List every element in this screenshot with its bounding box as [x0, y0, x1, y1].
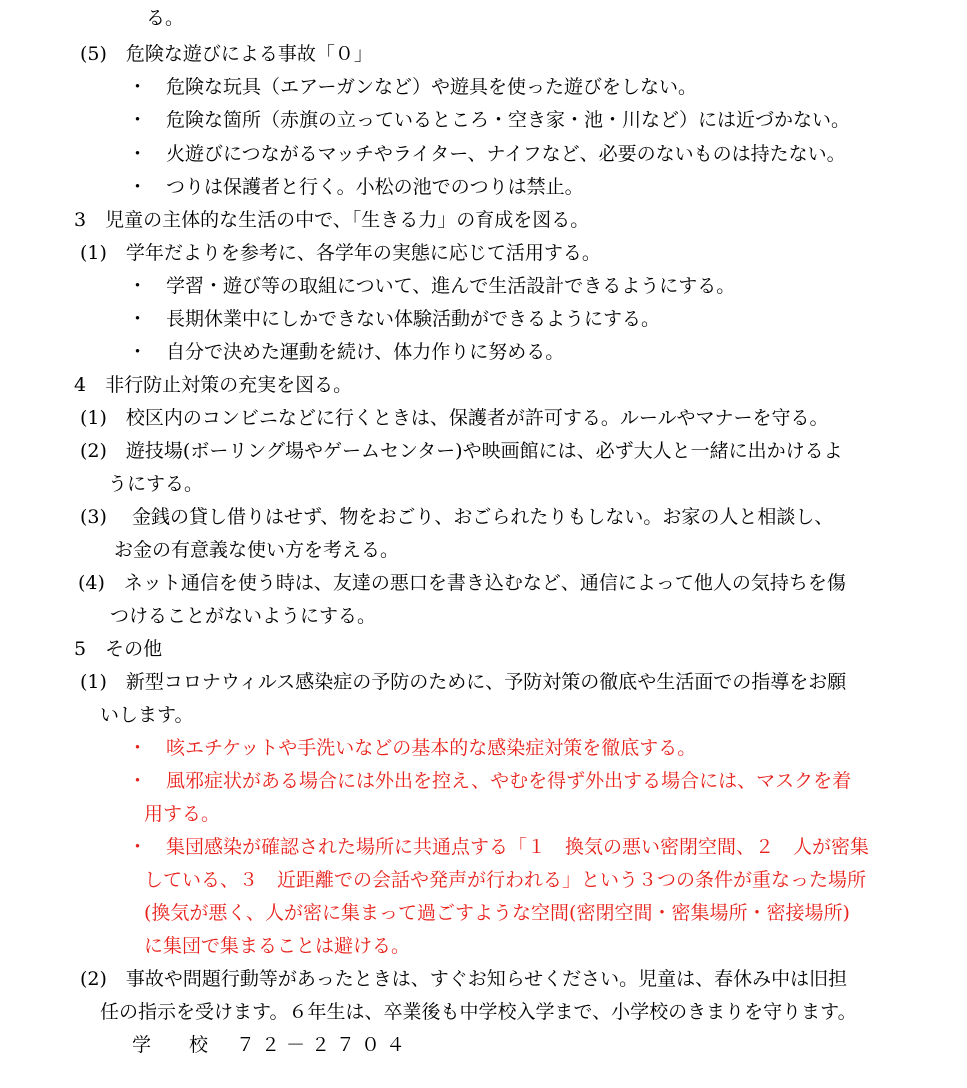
text-line-14: うにする。 — [108, 473, 204, 495]
text-line-16: お金の有意義な使い方を考える。 — [114, 539, 400, 561]
text-line-3: ・ 危険な箇所（赤旗の立っているところ・空き家・池・川など）には近づかない。 — [128, 109, 851, 131]
school-phone-line — [132, 1033, 411, 1057]
text-line-1: (5) 危険な遊びによる事故「０」 — [80, 43, 373, 65]
text-line-26: している、３ 近距離での会話や発声が行われる」という３つの条件が重なった場所 — [144, 869, 867, 891]
text-line-28: に集団で集まることは避ける。 — [144, 935, 411, 957]
text-line-18: つけることがないようにする。 — [110, 605, 377, 627]
text-line-4: ・ 火遊びにつながるマッチやライター、ナイフなど、必要のないものは持たない。 — [128, 143, 846, 165]
text-line-19: 5 その他 — [74, 638, 163, 660]
text-line-7: (1) 学年だよりを参考に、各学年の実態に応じて活用する。 — [80, 242, 601, 264]
text-line-2: ・ 危険な玩具（エアーガンなど）や遊具を使った遊びをしない。 — [128, 76, 698, 98]
text-line-9: ・ 長期休業中にしかできない体験活動ができるようにする。 — [128, 308, 661, 330]
text-line-12: (1) 校区内のコンビニなどに行くときは、保護者が許可する。ルールやマナーを守る。 — [80, 407, 829, 429]
text-line-27: (換気が悪く、人が密に集まって過ごすような空間(密閉空間・密集場所・密接場所) — [144, 902, 850, 924]
text-line-24: 用する。 — [144, 803, 221, 825]
text-line-8: ・ 学習・遊び等の取組について、進んで生活設計できるようにする。 — [128, 275, 736, 297]
school-phone-number: ７２－２７０４ — [236, 1034, 412, 1056]
text-line-30: 任の指示を受けます。６年生は、卒業後も中学校入学まで、小学校のきまりを守ります。 — [100, 1001, 857, 1023]
text-line-21: いします。 — [100, 704, 194, 726]
text-line-10: ・ 自分で決めた運動を続け、体力作りに努める。 — [128, 341, 565, 363]
text-line-11: 4 非行防止対策の充実を図る。 — [74, 374, 353, 396]
text-line-6: 3 児童の主体的な生活の中で、「生きる力」の育成を図る。 — [74, 209, 590, 231]
school-label: 学 校 — [132, 1034, 209, 1056]
text-line-23: ・ 風邪症状がある場合には外出を控え、やむを得ず外出する場合には、マスクを着 — [128, 770, 852, 792]
text-line-20: (1) 新型コロナウィルス感染症の予防のために、予防対策の徹底や生活面での指導をお願 — [80, 671, 847, 693]
text-line-25: ・ 集団感染が確認された場所に共通点する「１ 換気の悪い密閉空間、２ 人が密集 — [128, 836, 870, 858]
text-line-22: ・ 咳エチケットや手洗いなどの基本的な感染症対策を徹底する。 — [128, 737, 697, 759]
text-line-29: (2) 事故や問題行動等があったときは、すぐお知らせください。児童は、春休み中は旧担 — [80, 968, 848, 990]
text-line-0: る。 — [146, 7, 185, 29]
text-line-17: (4) ネット通信を使う時は、友達の悪口を書き込むなど、通信によって他人の気持ちを傷 — [78, 572, 846, 594]
text-line-15: (3) 金銭の貸し借りはせず、物をおごり、おごられたりもしない。お家の人と相談し、 — [80, 506, 834, 528]
text-line-5: ・ つりは保護者と行く。小松の池でのつりは禁止。 — [128, 176, 584, 198]
text-line-13: (2) 遊技場(ボーリング場やゲームセンター)や映画館には、必ず大人と一緒に出かけるよ — [80, 440, 843, 462]
